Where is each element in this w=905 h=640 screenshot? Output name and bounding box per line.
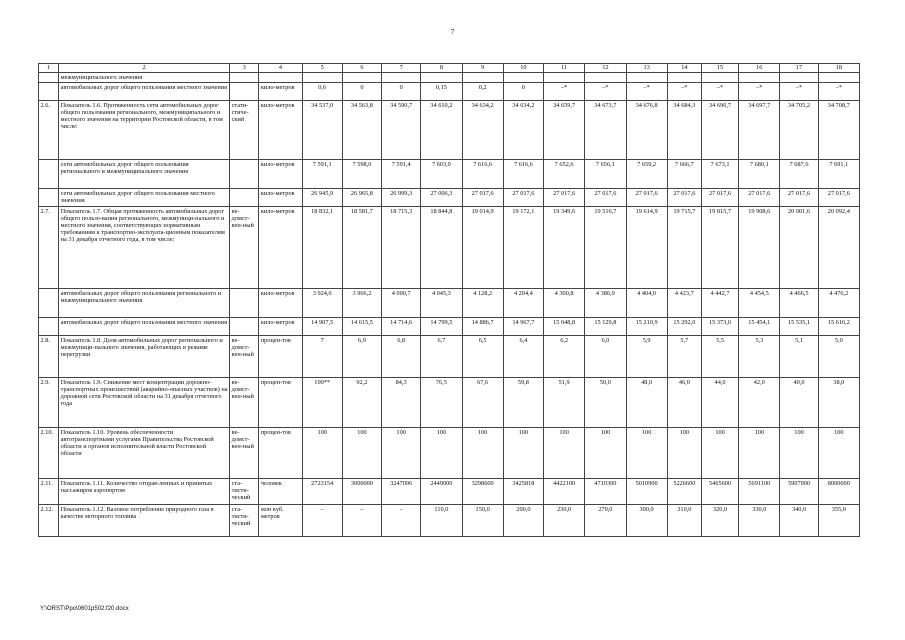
value-cell: 100 <box>503 427 543 478</box>
value-cell: 7 <box>302 335 342 377</box>
value-cell: 7 656,1 <box>585 159 626 188</box>
value-cell: 110,0 <box>421 504 462 536</box>
unit-cell: кило-метров <box>259 288 302 317</box>
value-cell: 100 <box>818 427 859 478</box>
value-cell: 14 799,5 <box>421 317 462 335</box>
row-number-cell: 2.9. <box>39 377 59 427</box>
row-number-cell: 2.10. <box>39 427 59 478</box>
data-source-cell <box>230 288 259 317</box>
value-cell: 230,0 <box>544 504 585 536</box>
value-cell <box>503 73 543 83</box>
value-cell: 18 581,7 <box>342 206 381 288</box>
value-cell: 100** <box>302 377 342 427</box>
column-number-cell: 9 <box>462 64 503 73</box>
value-cell: 67,6 <box>462 377 503 427</box>
value-cell: –* <box>780 82 818 100</box>
value-cell: 7 603,9 <box>421 159 462 188</box>
value-cell: 7 616,6 <box>503 159 543 188</box>
value-cell <box>780 73 818 83</box>
row-number-cell <box>39 82 59 100</box>
value-cell: 6,9 <box>342 335 381 377</box>
value-cell: 4 300,8 <box>544 288 585 317</box>
value-cell: 34 537,0 <box>302 100 342 159</box>
row-number-cell: 2.12. <box>39 504 59 536</box>
value-cell <box>382 73 421 83</box>
value-cell: 92,2 <box>342 377 381 427</box>
value-cell: –* <box>544 82 585 100</box>
value-cell: 100 <box>667 427 701 478</box>
value-cell: 0 <box>382 82 421 100</box>
column-number-cell: 5 <box>302 64 342 73</box>
value-cell: 15 535,1 <box>780 317 818 335</box>
data-source-cell: ве-домст-вен-ный <box>230 206 259 288</box>
value-cell: 4 128,2 <box>462 288 503 317</box>
row-number-cell <box>39 317 59 335</box>
value-cell: 34 697,7 <box>739 100 780 159</box>
value-cell: 34 634,2 <box>462 100 503 159</box>
value-cell <box>739 73 780 83</box>
value-cell: 48,0 <box>626 377 667 427</box>
unit-cell: процен-тов <box>259 335 302 377</box>
value-cell: 3 966,2 <box>342 288 381 317</box>
value-cell: 14 615,5 <box>342 317 381 335</box>
table-row <box>39 100 860 159</box>
value-cell: 5010900 <box>626 478 667 504</box>
value-cell: – <box>382 504 421 536</box>
value-cell: 3000000 <box>342 478 381 504</box>
table-row <box>39 317 860 335</box>
value-cell: 27 017,6 <box>739 188 780 206</box>
value-cell: 2723154 <box>302 478 342 504</box>
value-cell: 14 907,5 <box>302 317 342 335</box>
value-cell: 76,5 <box>421 377 462 427</box>
indicator-name-cell: сети автомобильных дорог общего пользования регионального и межмуниципального значения <box>59 159 230 188</box>
value-cell: 15 210,9 <box>626 317 667 335</box>
unit-cell <box>259 73 302 83</box>
value-cell: 5691100 <box>739 478 780 504</box>
value-cell: 4422100 <box>544 478 585 504</box>
value-cell: 270,0 <box>585 504 626 536</box>
column-number-cell: 3 <box>230 64 259 73</box>
value-cell: 2449000 <box>421 478 462 504</box>
value-cell: 59,8 <box>503 377 543 427</box>
row-number-cell <box>39 159 59 188</box>
value-cell: 19 349,6 <box>544 206 585 288</box>
value-cell: – <box>302 504 342 536</box>
value-cell: 7 691,1 <box>818 159 859 188</box>
row-number-cell: 2.6. <box>39 100 59 159</box>
value-cell <box>462 73 503 83</box>
value-cell: 4 204,4 <box>503 288 543 317</box>
row-number-cell <box>39 73 59 83</box>
table-row <box>39 206 860 288</box>
value-cell: –* <box>739 82 780 100</box>
value-cell <box>585 73 626 83</box>
value-cell: –* <box>585 82 626 100</box>
data-source-cell <box>230 317 259 335</box>
value-cell: 34 563,8 <box>342 100 381 159</box>
value-cell: 100 <box>462 427 503 478</box>
column-number-cell: 4 <box>259 64 302 73</box>
value-cell: 310,0 <box>667 504 701 536</box>
value-cell: 34 634,2 <box>503 100 543 159</box>
value-cell: 6,8 <box>382 335 421 377</box>
value-cell: 7 666,7 <box>667 159 701 188</box>
value-cell: 100 <box>739 427 780 478</box>
value-cell: 300,0 <box>626 504 667 536</box>
value-cell: 100 <box>701 427 738 478</box>
row-number-cell: 2.7. <box>39 206 59 288</box>
value-cell: 19 715,7 <box>667 206 701 288</box>
value-cell: 50,0 <box>585 377 626 427</box>
value-cell: 5,7 <box>667 335 701 377</box>
value-cell: 100 <box>421 427 462 478</box>
value-cell: 34 690,7 <box>701 100 738 159</box>
value-cell: 15 616,2 <box>818 317 859 335</box>
table-row <box>39 504 860 536</box>
value-cell: 4 386,9 <box>585 288 626 317</box>
value-cell: 4 466,5 <box>780 288 818 317</box>
column-number-cell: 14 <box>667 64 701 73</box>
value-cell: 5,9 <box>626 335 667 377</box>
value-cell <box>544 73 585 83</box>
value-cell: 6,7 <box>421 335 462 377</box>
indicator-name-cell: Показатель 1.8. Доля автомобильных дорог регионального и межмуници-пального значения, работающих в режиме перегрузки <box>59 335 230 377</box>
column-number-cell: 15 <box>701 64 738 73</box>
value-cell: 84,3 <box>382 377 421 427</box>
column-number-cell: 10 <box>503 64 543 73</box>
value-cell: 3 924,6 <box>302 288 342 317</box>
table-row <box>39 159 860 188</box>
value-cell: 19 014,9 <box>462 206 503 288</box>
value-cell: 0 <box>342 82 381 100</box>
table-row <box>39 188 860 206</box>
value-cell: 27 017,6 <box>818 188 859 206</box>
data-source-cell: ве-домст-вен-ный <box>230 377 259 427</box>
file-path-footer: Y:\ORST\Ppo\0601p502.f20.docx <box>40 606 129 612</box>
unit-cell: человек <box>259 478 302 504</box>
value-cell: 0,6 <box>302 82 342 100</box>
column-number-cell: 16 <box>739 64 780 73</box>
value-cell: 5465600 <box>701 478 738 504</box>
indicator-name-cell: сети автомобильных дорог общего пользования местного значения <box>59 188 230 206</box>
value-cell: 34 659,7 <box>544 100 585 159</box>
value-cell: –* <box>667 82 701 100</box>
value-cell: 27 017,6 <box>667 188 701 206</box>
value-cell: 27 017,6 <box>503 188 543 206</box>
value-cell <box>421 73 462 83</box>
value-cell: 100 <box>342 427 381 478</box>
value-cell: 100 <box>780 427 818 478</box>
value-cell: 200,0 <box>503 504 543 536</box>
value-cell: 7 591,1 <box>302 159 342 188</box>
value-cell: 19 908,6 <box>739 206 780 288</box>
value-cell: 34 684,3 <box>667 100 701 159</box>
data-source-cell <box>230 82 259 100</box>
indicator-name-cell: Показатель 1.10. Уровень обеспеченности автотранспортными услугами Правительства Ростовской области и органов исполнительной власти Ростовской области <box>59 427 230 478</box>
value-cell: 15 454,1 <box>739 317 780 335</box>
value-cell: 0 <box>503 82 543 100</box>
table-row <box>39 82 860 100</box>
value-cell: 40,0 <box>780 377 818 427</box>
unit-cell: млн куб. метров <box>259 504 302 536</box>
unit-cell: процен-тов <box>259 427 302 478</box>
value-cell: 320,0 <box>701 504 738 536</box>
value-cell: 6,5 <box>462 335 503 377</box>
indicator-name-cell: автомобильных дорог общего пользования местного значения <box>59 82 230 100</box>
value-cell: 27 017,6 <box>626 188 667 206</box>
value-cell: 27 017,6 <box>462 188 503 206</box>
indicator-name-cell: Показатель 1.9. Снижение мест концентрации дорожно-транспортных происшествий (аварийно-опасных участков) на дорожной сети Ростовской области на 31 декабря отчетного года <box>59 377 230 427</box>
value-cell: 0,2 <box>462 82 503 100</box>
unit-cell: кило-метров <box>259 159 302 188</box>
value-cell: 4 476,2 <box>818 288 859 317</box>
value-cell: 5,1 <box>780 335 818 377</box>
table-row <box>39 377 860 427</box>
column-number-cell: 1 <box>39 64 59 73</box>
value-cell: 19 614,9 <box>626 206 667 288</box>
value-cell <box>342 73 381 83</box>
value-cell: 5,3 <box>739 335 780 377</box>
value-cell: 15 129,8 <box>585 317 626 335</box>
value-cell: 15 373,0 <box>701 317 738 335</box>
unit-cell: кило-метров <box>259 82 302 100</box>
value-cell: 100 <box>626 427 667 478</box>
unit-cell: кило-метров <box>259 100 302 159</box>
value-cell: 4 442,7 <box>701 288 738 317</box>
value-cell: 6,4 <box>503 335 543 377</box>
data-source-cell <box>230 159 259 188</box>
value-cell: 5,0 <box>818 335 859 377</box>
value-cell: 19 516,7 <box>585 206 626 288</box>
value-cell: 5226600 <box>667 478 701 504</box>
data-source-cell: стати-стиче-ский <box>230 100 259 159</box>
unit-cell: кило-метров <box>259 317 302 335</box>
value-cell: 18 715,3 <box>382 206 421 288</box>
value-cell: 0,15 <box>421 82 462 100</box>
value-cell: 3247096 <box>382 478 421 504</box>
value-cell: 4710300 <box>585 478 626 504</box>
value-cell: 34 708,7 <box>818 100 859 159</box>
column-number-cell: 17 <box>780 64 818 73</box>
value-cell: 4 423,7 <box>667 288 701 317</box>
table-row <box>39 478 860 504</box>
value-cell: 7 591,4 <box>382 159 421 188</box>
value-cell: 26 965,8 <box>342 188 381 206</box>
value-cell: 4 404,0 <box>626 288 667 317</box>
indicator-name-cell: автомобильных дорог общего пользования местного значения <box>59 317 230 335</box>
indicator-name-cell: Показатель 1.6. Протяженность сети автомобильных дорог общего пользования регионального, межмуниципального и местного значения на территории Ростовской области, в том числе: <box>59 100 230 159</box>
value-cell: 14 886,7 <box>462 317 503 335</box>
data-source-cell: ве-домст-вен-ный <box>230 335 259 377</box>
value-cell: 100 <box>382 427 421 478</box>
row-number-cell <box>39 188 59 206</box>
value-cell: 19 815,7 <box>701 206 738 288</box>
column-number-cell: 11 <box>544 64 585 73</box>
value-cell: 7 680,1 <box>739 159 780 188</box>
value-cell: 150,0 <box>462 504 503 536</box>
value-cell: 18 832,1 <box>302 206 342 288</box>
value-cell: 27 017,6 <box>544 188 585 206</box>
value-cell: 7 687,6 <box>780 159 818 188</box>
value-cell: 100 <box>544 427 585 478</box>
column-number-row <box>39 64 860 73</box>
value-cell: – <box>342 504 381 536</box>
table-row <box>39 73 860 83</box>
value-cell: 6,2 <box>544 335 585 377</box>
value-cell: 5907900 <box>780 478 818 504</box>
value-cell: 330,0 <box>739 504 780 536</box>
value-cell: 7 659,2 <box>626 159 667 188</box>
value-cell: 51,9 <box>544 377 585 427</box>
value-cell: 27 017,6 <box>701 188 738 206</box>
data-source-cell: ста-тисти-ческий <box>230 504 259 536</box>
table-row <box>39 288 860 317</box>
value-cell: 34 590,7 <box>382 100 421 159</box>
row-number-cell: 2.11. <box>39 478 59 504</box>
value-cell: 44,0 <box>701 377 738 427</box>
column-number-cell: 18 <box>818 64 859 73</box>
value-cell: –* <box>701 82 738 100</box>
column-number-cell: 6 <box>342 64 381 73</box>
value-cell: 34 610,2 <box>421 100 462 159</box>
value-cell: 38,0 <box>818 377 859 427</box>
table-row <box>39 427 860 478</box>
value-cell: 4 000,7 <box>382 288 421 317</box>
indicator-name-cell: Показатель 1.11. Количество отправ-ленных и принятых пассажиров аэропортом <box>59 478 230 504</box>
table-row <box>39 335 860 377</box>
value-cell <box>667 73 701 83</box>
value-cell: 4 045,3 <box>421 288 462 317</box>
value-cell: 26 945,9 <box>302 188 342 206</box>
value-cell: 34 705,2 <box>780 100 818 159</box>
page-number: 7 <box>450 28 455 36</box>
row-number-cell: 2.8. <box>39 335 59 377</box>
value-cell: 15 048,8 <box>544 317 585 335</box>
unit-cell: кило-метров <box>259 206 302 288</box>
data-source-cell <box>230 73 259 83</box>
value-cell: 7 652,6 <box>544 159 585 188</box>
value-cell: 100 <box>302 427 342 478</box>
value-cell: 100 <box>585 427 626 478</box>
indicator-name-cell: автомобильных дорог общего пользования регионального и межмуниципального значения <box>59 288 230 317</box>
column-number-cell: 8 <box>421 64 462 73</box>
value-cell: 3425818 <box>503 478 543 504</box>
value-cell: 7 598,0 <box>342 159 381 188</box>
value-cell: –* <box>818 82 859 100</box>
value-cell: 27 017,6 <box>780 188 818 206</box>
value-cell: 340,0 <box>780 504 818 536</box>
value-cell: 15 292,0 <box>667 317 701 335</box>
value-cell: 3298600 <box>462 478 503 504</box>
column-number-cell: 7 <box>382 64 421 73</box>
indicator-name-cell: межмуниципального значения <box>59 73 230 83</box>
value-cell: 27 006,3 <box>421 188 462 206</box>
value-cell <box>626 73 667 83</box>
data-source-cell: ве-домст-вен-ный <box>230 427 259 478</box>
data-source-cell: ста-тисти-ческий <box>230 478 259 504</box>
indicator-name-cell: Показатель 1.7. Общая протяженность автомобильных дорог общего пользо-вания регионального, межмуници-пального и местного значения, соответствующих нормативным требованиям к транспортно-эксплуата-ционным показателям на 31 декабря отчетного года, в том числе: <box>59 206 230 288</box>
value-cell: 34 673,7 <box>585 100 626 159</box>
row-number-cell <box>39 288 59 317</box>
value-cell: 26 999,3 <box>382 188 421 206</box>
value-cell: 34 676,8 <box>626 100 667 159</box>
value-cell: 42,0 <box>739 377 780 427</box>
indicator-name-cell: Показатель 1.12. Валовое потребление природного газа в качестве моторного топлива <box>59 504 230 536</box>
value-cell <box>701 73 738 83</box>
value-cell: 7 616,6 <box>462 159 503 188</box>
value-cell <box>818 73 859 83</box>
value-cell: 20 092,4 <box>818 206 859 288</box>
value-cell: 6,0 <box>585 335 626 377</box>
value-cell: 8000000 <box>818 478 859 504</box>
value-cell: 19 172,1 <box>503 206 543 288</box>
value-cell: 14 967,7 <box>503 317 543 335</box>
indicators-table <box>38 63 860 537</box>
unit-cell: кило-метров <box>259 188 302 206</box>
column-number-cell: 12 <box>585 64 626 73</box>
value-cell: 5,5 <box>701 335 738 377</box>
value-cell: 7 673,1 <box>701 159 738 188</box>
value-cell <box>302 73 342 83</box>
value-cell: 46,0 <box>667 377 701 427</box>
value-cell: 27 017,6 <box>585 188 626 206</box>
value-cell: 14 714,6 <box>382 317 421 335</box>
value-cell: 18 844,8 <box>421 206 462 288</box>
value-cell: 355,0 <box>818 504 859 536</box>
data-source-cell <box>230 188 259 206</box>
unit-cell: процен-тов <box>259 377 302 427</box>
value-cell: 20 001,6 <box>780 206 818 288</box>
value-cell: 4 454,5 <box>739 288 780 317</box>
column-number-cell: 2 <box>59 64 230 73</box>
value-cell: –* <box>626 82 667 100</box>
column-number-cell: 13 <box>626 64 667 73</box>
